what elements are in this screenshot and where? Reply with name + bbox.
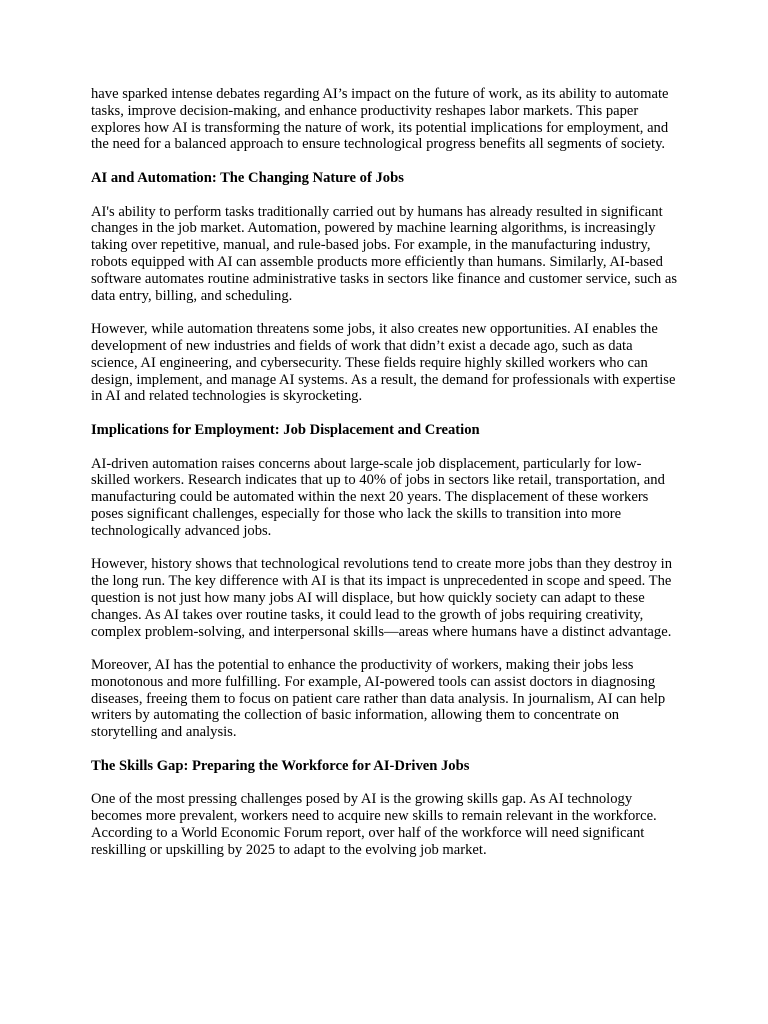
paragraph-job-displacement: AI-driven automation raises concerns about large-scale job displacement, particularly for low-skilled workers. Research indicates that up to 40% of jobs in sectors like retail, transportation, and manufacturing could be automated within the next 20 years. The displacement of these workers poses significant challenges, especially for those who lack the skills to transition into more technologically advanced jobs. xyxy=(91,455,665,539)
heading-employment-implications: Implications for Employment: Job Displacement and Creation xyxy=(91,421,480,438)
paragraph-new-opportunities: However, while automation threatens some jobs, it also creates new opportunities. AI enables the development of new industries and fields of work that didn’t exist a decade ago, such as data science, AI engineering, and cybersecurity. These fields require highly skilled workers who can design, implement, and manage AI systems. As a result, the demand for professionals with expertise in AI and related technologies is skyrocketing. xyxy=(91,321,676,405)
heading-skills-gap: The Skills Gap: Preparing the Workforce for AI-Driven Jobs xyxy=(91,757,470,774)
heading-ai-automation: AI and Automation: The Changing Nature of Jobs xyxy=(91,169,404,186)
paragraph-productivity: Moreover, AI has the potential to enhance the productivity of workers, making their jobs less monotonous and more fulfilling. For example, AI-powered tools can assist doctors in diagnosing diseases, freeing them to focus on patient care rather than data analysis. In journalism, AI can help writers by automating the collection of basic information, allowing them to concentrate on storytelling and analysis. xyxy=(91,657,666,741)
document-page xyxy=(91,86,679,875)
paragraph-history-revolutions: However, history shows that technological revolutions tend to create more jobs than they destroy in the long run. The key difference with AI is that its impact is unprecedented in scope and speed. The question is not just how many jobs AI will displace, but how quickly society can adapt to these changes. As AI takes over routine tasks, it could lead to the growth of jobs requiring creativity, complex problem-solving, and interpersonal skills—areas where humans have a distinct advantage. xyxy=(91,556,672,640)
paragraph-ai-tasks: AI's ability to perform tasks traditionally carried out by humans has already resulted in significant changes in the job market. Automation, powered by machine learning algorithms, is increasingly taking over repetitive, manual, and rule-based jobs. For example, in the manufacturing industry, robots equipped with AI can assemble products more efficiently than humans. Similarly, AI-based software automates routine administrative tasks in sectors like finance and customer service, such as data entry, billing, and scheduling. xyxy=(91,203,677,304)
paragraph-intro: have sparked intense debates regarding AI’s impact on the future of work, as its ability to automate tasks, improve decision-making, and enhance productivity reshapes labor markets. This paper explores how AI is transforming the nature of work, its potential implications for employment, and the need for a balanced approach to ensure technological progress benefits all segments of society. xyxy=(91,86,669,153)
paragraph-skills-gap: One of the most pressing challenges posed by AI is the growing skills gap. As AI technology becomes more prevalent, workers need to acquire new skills to remain relevant in the workforce. According to a World Economic Forum report, over half of the workforce will need significant reskilling or upskilling by 2025 to adapt to the evolving job market. xyxy=(91,791,657,858)
